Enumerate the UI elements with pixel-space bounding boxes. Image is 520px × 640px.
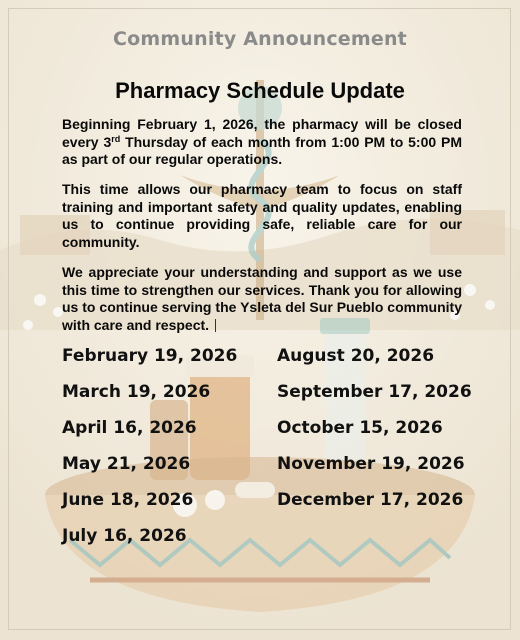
paragraph-closure-notice	[62, 116, 462, 169]
announcement-title: Pharmacy Schedule Update	[115, 78, 405, 103]
closure-date: December 17, 2026	[277, 490, 464, 510]
paragraph-3-text: We appreciate your understanding and support as we use this time to strengthen our services. Thank you for allowing us to continue serving the Ysleta del Sur Pueblo community with care and respect.	[62, 264, 462, 333]
closure-date: August 20, 2026	[277, 346, 435, 366]
closure-date: March 19, 2026	[62, 382, 211, 402]
ordinal-suffix: rd	[111, 133, 121, 144]
closure-date: May 21, 2026	[62, 454, 191, 474]
closure-date: April 16, 2026	[62, 418, 197, 438]
announcement-header: Community Announcement	[113, 28, 407, 50]
closure-date: November 19, 2026	[277, 454, 465, 474]
closure-date: June 18, 2026	[62, 490, 194, 510]
paragraph-purpose: This time allows our pharmacy team to focus on staff training and important safety and quality updates, enabling us to continue providing safe, reliable care for our community.	[62, 181, 462, 250]
paragraph-1-part-a: Beginning February 1, 2026, the pharmacy will be closed every 3	[62, 116, 462, 150]
closure-date: July 16, 2026	[62, 526, 187, 546]
closure-date: October 15, 2026	[277, 418, 443, 438]
closure-dates-list	[62, 344, 482, 560]
closure-date: September 17, 2026	[277, 382, 472, 402]
closure-date: February 19, 2026	[62, 346, 238, 366]
paragraph-1-part-b: Thursday of each month from 1:00 PM to 5:00 PM as part of our regular operations.	[62, 133, 462, 167]
text-cursor	[215, 319, 216, 332]
paragraph-thanks	[62, 264, 462, 334]
